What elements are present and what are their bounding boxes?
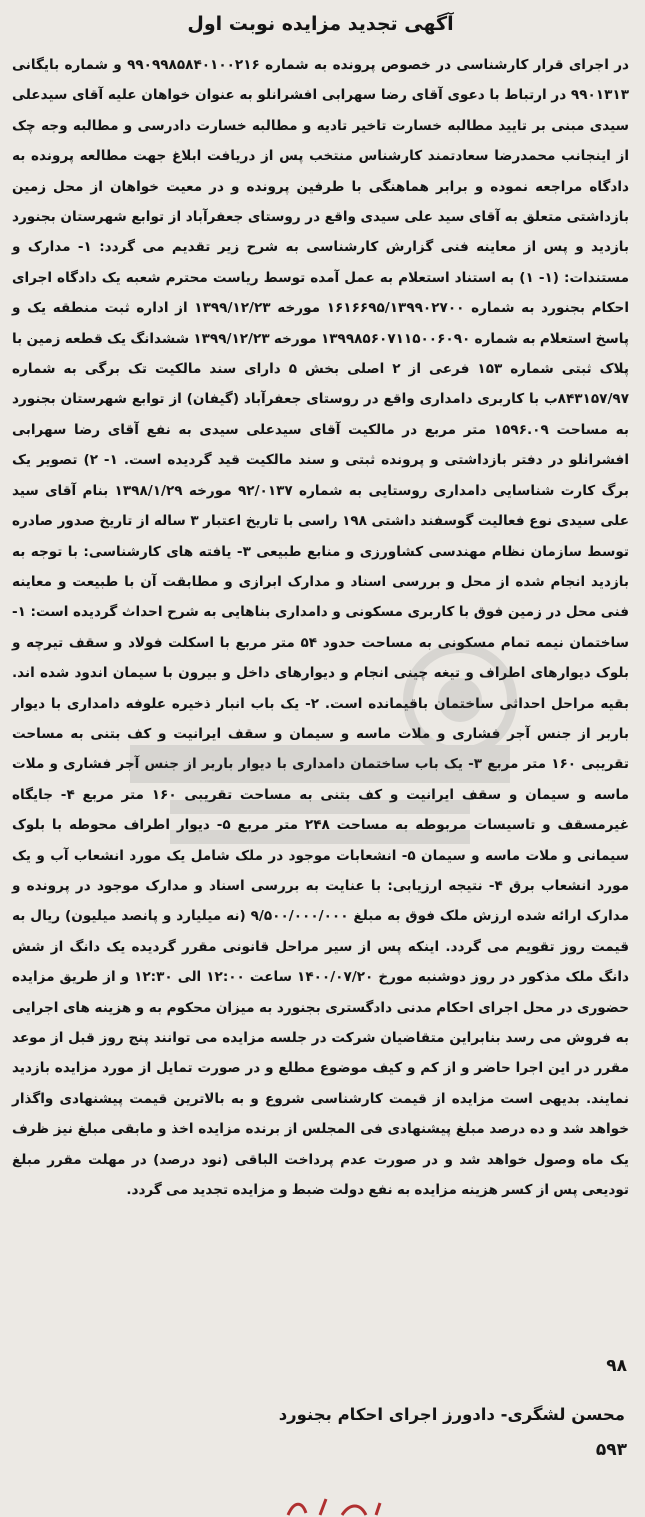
handwritten-mark xyxy=(280,1497,390,1517)
signature-line: محسن لشگری- دادورز اجرای احکام بجنورد xyxy=(278,1405,625,1424)
notice-footer xyxy=(0,1352,645,1464)
reference-number-bottom: ۵۹۳ xyxy=(595,1440,627,1460)
reference-number-top: ۹۸ xyxy=(606,1356,627,1376)
notice-title: آگهی تجدید مزایده نوبت اول xyxy=(187,13,454,35)
notice-body: در اجرای قرار کارشناسی در خصوص پرونده به شماره ۹۹۰۹۹۸۵۸۴۰۱۰۰۲۱۶ و شماره بایگانی ۹۹۰۱۳۱۳ در ارتباط با دعوی آقای رضا سهرابی افشرانلو به عنوان خواهان علیه آقای سیدعلی سیدی مبنی بر تایید مطالبه خسارت تاخیر تادیه و مطالبه خسارت دادرسی و مطالبه وجه چک از اینجانب محمدرضا سعادتمند کارشناس منتخب پس از دریافت ابلاغ جهت مطالعه پرونده به دادگاه مراجعه نموده و برابر هماهنگی با طرفین پرونده و در معیت خواهان از محل زمین بازداشتی متعلق به آقای سید علی سیدی واقع در روستای جعفرآباد از توابع شهرستان بجنورد بازدید و پس از معاینه فنی گزارش کارشناسی به شرح زیر تقدیم می گردد: ۱- مدارک و مستندات: (۱- ۱) به استناد استعلام به عمل آمده توسط ریاست محترم شعبه یک دادگاه اجرای احکام بجنورد به شماره ۱۶۱۶۶۹۵/۱۳۹۹۰۲۷۰۰ مورخه ۱۳۹۹/۱۲/۲۳ از اداره ثبت منطقه یک و پاسخ استعلام به شماره ۱۳۹۹۸۵۶۰۷۱۱۵۰۰۶۰۹۰ مورخه ۱۳۹۹/۱۲/۲۳ ششدانگ یک قطعه زمین با پلاک ثبتی شماره ۱۵۳ فرعی از ۲ اصلی بخش ۵ دارای سند مالکیت تک برگی به شماره ۸۴۳۱۵۷/۹۷ب با کاربری دامداری واقع در روستای جعفرآباد (گیفان) از توابع شهرستان بجنورد به مساحت ۱۵۹۶.۰۹ متر مربع در مالکیت آقای سیدعلی سیدی به نفع آقای رضا سهرابی افشرانلو در دفتر بازداشتی و پرونده ثبتی و سند مالکیت قید گردیده است. ۱- ۲) تصویر یک برگ کارت شناسایی دامداری روستایی به شماره ۹۲/۰۱۳۷ مورخه ۱۳۹۸/۱/۲۹ بنام آقای سید علی سیدی نوع فعالیت گوسفند داشتی ۱۹۸ راسی با تاریخ اعتبار ۳ ساله از تاریخ صدور صادره توسط سازمان نظام مهندسی کشاورزی و منابع طبیعی ۳- یافته های کارشناسی: با توجه به بازدید انجام شده از محل و بررسی اسناد و مدارک ابرازی و مطابقت آن با طبیعت و معاینه فنی محل در زمین فوق با کاربری مسکونی و دامداری بناهایی به شرح احداث گردیده است: ۱- ساختمان نیمه تمام مسکونی به مساحت حدود ۵۴ متر مربع با اسکلت فولاد و سقف تیرچه و بلوک دیوارهای اطراف و تیغه چینی انجام و دیوارهای داخل و بیرون با سیمان اندود شده اند. بقیه مراحل احداثی ساختمان باقیمانده است. ۲- یک باب انبار ذخیره علوفه دامداری با دیوار باربر از جنس آجر فشاری و ملات ماسه و سیمان و سقف ایرانیت و کف بتنی به مساحت تقریبی ۱۶۰ متر مربع ۳- یک باب ساختمان دامداری با دیوار باربر از جنس آجر فشاری و ملات ماسه و سیمان و سقف ایرانیت و کف بتنی به مساحت تقریبی ۱۶۰ متر مربع ۴- جایگاه غیرمسقف و تاسیسات مربوطه به مساحت ۲۴۸ متر مربع ۵- دیوار اطراف محوطه با بلوک سیمانی و ملات ماسه و سیمان ۵- انشعابات موجود در ملک شامل یک مورد انشعاب آب و یک مورد انشعاب برق ۴- نتیجه ارزیابی: با عنایت به بررسی اسناد و مدارک موجود در پرونده و مدارک ارائه شده ارزش ملک فوق به مبلغ ۹/۵۰۰/۰۰۰/۰۰۰ (نه میلیارد و پانصد میلیون) ریال به قیمت روز تقویم می گردد. اینکه پس از سیر مراحل قانونی مقرر گردیده یک دانگ از شش دانگ ملک مذکور در روز دوشنبه مورخ ۱۴۰۰/۰۷/۲۰ ساعت ۱۲:۰۰ الی ۱۲:۳۰ و از طریق مزایده حضوری در محل اجرای احکام مدنی دادگستری بجنورد به میزان محکوم به و هزینه های اجرایی به فروش می رسد بنابراین متقاضیان شرکت در جلسه مزایده می توانند پنج روز قبل از موعد مقرر در این اجرا حاضر و از کم و کیف موضوع مطلع و در صورت تمایل از مورد مزایده بازدید نمایند. بدیهی است مزایده از قیمت کارشناسی شروع و به بالاترین قیمت پیشنهادی واگذار خواهد شد و ده درصد مبلغ پیشنهادی فی المجلس از برنده مزایده اخذ و مابقی مبلغ نیز ظرف یک ماه وصول خواهد شد و در صورت عدم پرداخت الباقی (نود درصد) در مهلت مقرر مبلغ تودیعی پس از کسر هزینه مزایده به نفع دولت ضبط و مزایده تجدید می گردد. xyxy=(12,57,630,1199)
